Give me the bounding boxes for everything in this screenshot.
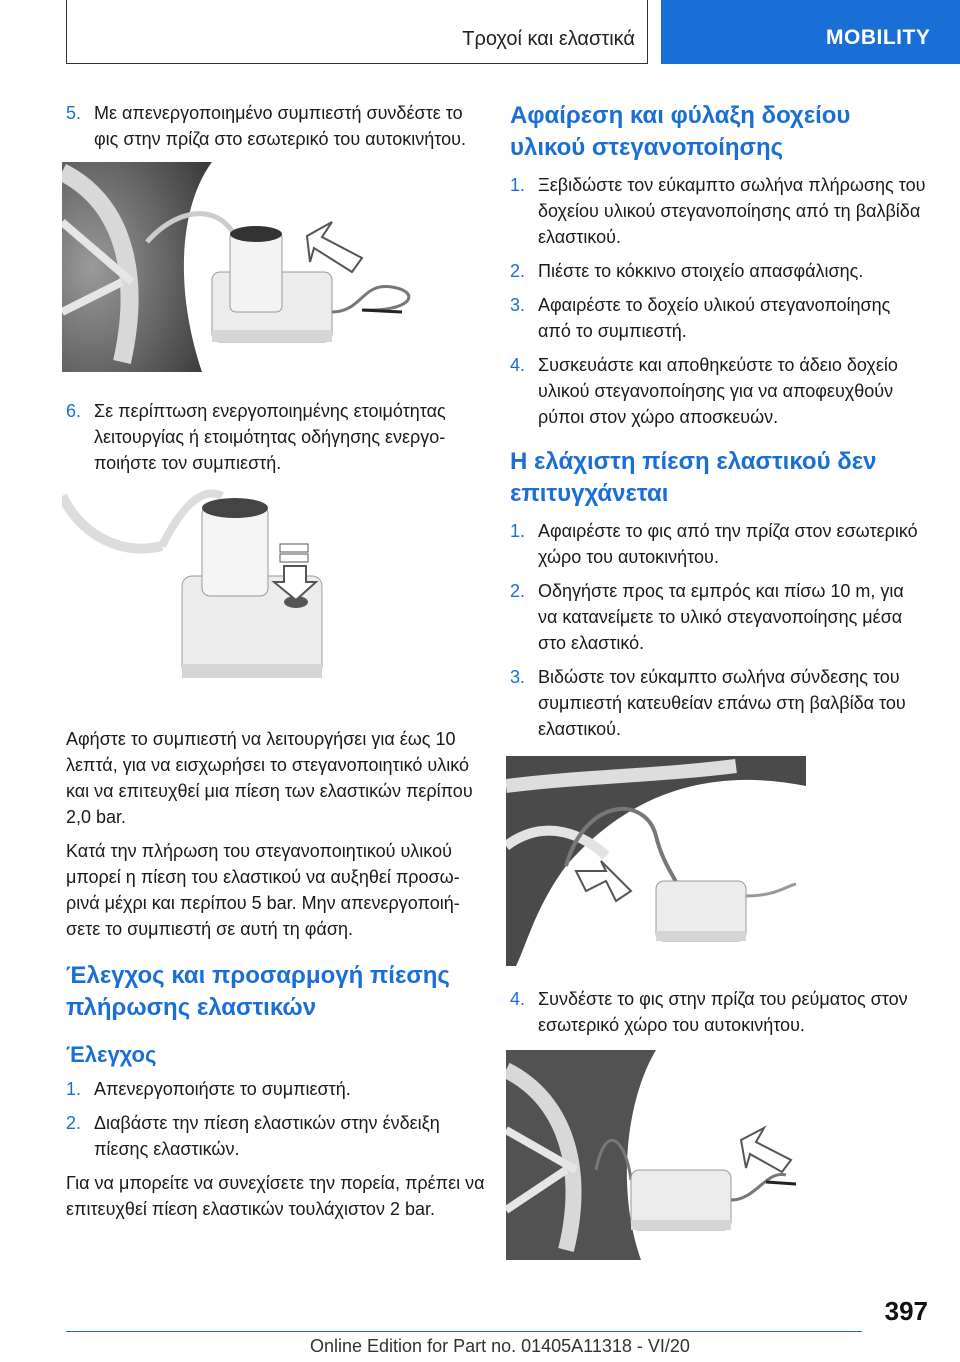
check-step-2: 2. Διαβάστε την πίεση ελαστικών στην ένδειξη πίεσης ελαστικών. <box>66 1113 440 1159</box>
compressor-switch-illustration <box>62 486 482 686</box>
section-title: MOBILITY <box>826 26 931 49</box>
chapter-title: Τροχοί και ελαστικά <box>462 28 635 50</box>
footer-divider <box>66 1331 862 1332</box>
paragraph-pressure-note: Κατά την πλήρωση του στεγανοποιητικού υλικού μπορεί η πίεση του ελαστικού να αυξηθεί προσωρινά μέχρι και περίπου 5 bar. Μην απενεργοποιήσετε το συμπιεστή σε αυτή τη φάση. <box>66 841 460 939</box>
hose-valve-illustration <box>506 756 806 966</box>
retry-step-3: 3. Βιδώστε τον εύκαμπτο σωλήνα σύνδεσης του συμπιεστή κατευθείαν επάνω στη βαλβίδα του ελαστικού. <box>510 667 906 739</box>
step-5: 5. Με απενεργοποιημένο συμπιεστή συνδέστε το φις στην πρίζα στο εσωτερικό του αυτοκινήτου. <box>66 103 466 149</box>
edition-label: Online Edition for Part no. 01405A11318 - VI/20 <box>310 1336 690 1356</box>
remove-step-2: 2. Πιέστε το κόκκινο στοιχείο απασφάλισης. <box>510 261 864 281</box>
heading-check-pressure: Έλεγχος και προσαρμογή πίεσης πλήρωσης ελαστικών <box>66 962 450 1021</box>
remove-step-1: 1. Ξεβιδώστε τον εύκαμπτο σωλήνα πλήρωσης του δοχείου υλικού στεγανοποίησης από τη βαλβίδα ελαστικού. <box>510 175 926 247</box>
page-number: 397 <box>884 1296 928 1326</box>
retry-step-2: 2. Οδηγήστε προς τα εμπρός και πίσω 10 m, για να κατανείμετε το υλικό στεγανοποίησης μέσα στο ελαστικό. <box>510 581 904 653</box>
remove-step-4: 4. Συσκευάστε και αποθηκεύστε το άδειο δοχείο υλικού στεγανοποίησης για να αποφευχθούν ρύποι στον χώρο αποσκευών. <box>510 355 898 427</box>
figure-compressor-switch <box>62 486 486 708</box>
heading-remove-container: Αφαίρεση και φύλαξη δοχείου υλικού στεγανοποίησης <box>510 102 851 161</box>
heading-min-pressure-not-reached: Η ελάχιστη πίεση ελαστικού δεν επιτυγχάνεται <box>510 448 877 507</box>
figure-plug-socket <box>506 1050 928 1260</box>
section-tab <box>661 0 960 64</box>
remove-step-3: 3. Αφαιρέστε το δοχείο υλικού στεγανοποίησης από το συμπιεστή. <box>510 295 891 341</box>
left-column <box>66 100 486 1230</box>
step-6: 6. Σε περίπτωση ενεργοποιημένης ετοιμότητας λειτουργίας ή ετοιμότητας οδήγησης ενεργοποιήστε τον συμπιεστή. <box>66 401 446 473</box>
page-header <box>0 0 960 68</box>
paragraph-run-time: Αφήστε το συμπιεστή να λειτουργήσει για έως 10 λεπτά, για να εισχωρήσει το στεγανοποιητικό υλικό και να επιτευχθεί μια πίεση των ελαστικών περίπου 2,0 bar. <box>66 729 473 827</box>
compressor-illustration <box>62 162 482 372</box>
chapter-tab <box>66 0 648 64</box>
retry-step-4: 4. Συνδέστε το φις στην πρίζα του ρεύματος στον εσωτερικό χώρο του αυτοκινήτου. <box>510 989 908 1035</box>
plug-socket-illustration <box>506 1050 806 1260</box>
subheading-check: Έλεγχος <box>66 1042 157 1067</box>
right-column <box>510 100 928 1260</box>
check-step-1: 1. Απενεργοποιήστε το συμπιεστή. <box>66 1079 351 1099</box>
paragraph-min-pressure: Για να μπορείτε να συνεχίσετε την πορεία, πρέπει να επιτευχθεί πίεση ελαστικών τουλάχιστον 2 bar. <box>66 1173 485 1219</box>
figure-compressor-plugged <box>62 162 486 384</box>
retry-step-1: 1. Αφαιρέστε το φις από την πρίζα στον εσωτερικό χώρο του αυτοκινήτου. <box>510 521 918 567</box>
figure-hose-to-valve <box>506 756 928 974</box>
